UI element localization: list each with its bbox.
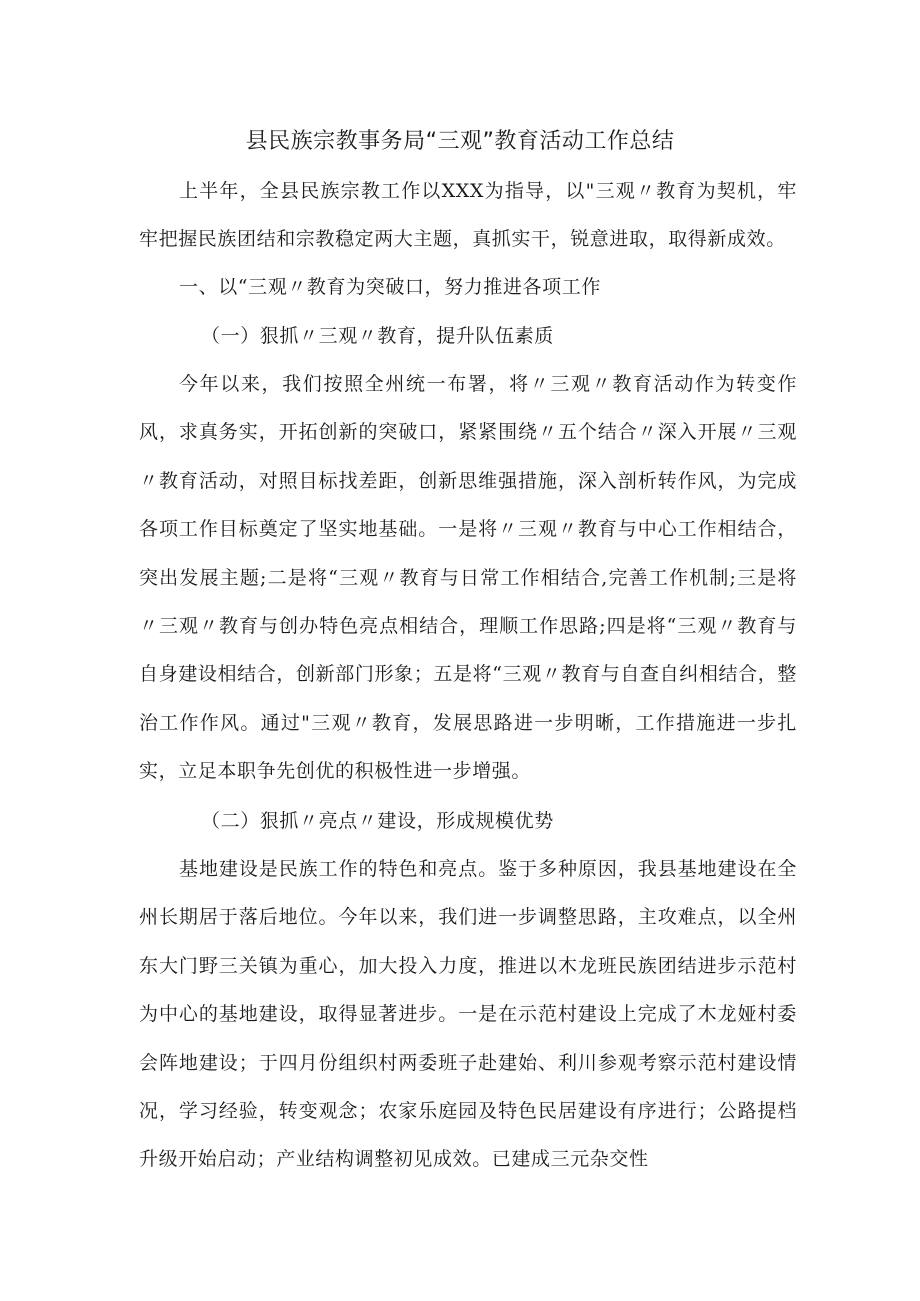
subsection-2-body: 基地建设是民族工作的特色和亮点。鉴于多种原因，我县基地建设在全州长期居于落后地位。今年以来，我们进一步调整思路，主攻难点，以全州东大门野三关镇为重心，加大投入力度，推进以木龙班民族团结进步示范村为中心的基地建设，取得显著进步。一是在示范村建设上完成了木龙娅村委会阵地建设；于四月份组织村两委班子赴建始、利川参观考察示范村建设情况，学习经验，转变观念；农家乐庭园及特色民居建设有序进行；公路提档升级开始启动；产业结构调整初见成效。已建成三元杂交性 [139, 858, 797, 1171]
subsection-heading-1: （一）狠抓〃三观〃教育，提升队伍素质 [201, 325, 554, 347]
section-heading-1: 一、以“三观〃教育为突破口，努力推进各项工作 [179, 276, 601, 298]
document-title: 县民族宗教事务局“三观”教育活动工作总结 [245, 129, 675, 154]
subsection-1-body: 今年以来，我们按照全州统一布署，将〃三观〃教育活动作为转变作风，求真务实，开拓创新的突破口，紧紧围绕〃五个结合〃深入开展〃三观〃教育活动，对照目标找差距，创新思维强措施，深入剖析转作风，为完成各项工作目标奠定了坚实地基础。一是将〃三观〃教育与中心工作相结合，突出发展主题;二是将“三观〃教育与日常工作相结合,完善工作机制;三是将〃三观〃教育与创办特色亮点相结合，理顺工作思路;四是将“三观〃教育与自身建设相结合，创新部门形象；五是将“三观〃教育与自查自纠相结合，整治工作作风。通过"三观〃教育，发展思路进一步明晰，工作措施进一步扎实，立足本职争先创优的积极性进一步增强。 [139, 373, 797, 783]
intro-paragraph: 上半年，全县民族宗教工作以XXX为指导，以"三观〃教育为契机，牢牢把握民族团结和宗教稳定两大主题，真抓实干，锐意进取，取得新成效。 [139, 180, 797, 251]
subsection-heading-2: （二）狠抓〃亮点〃建设，形成规模优势 [201, 810, 554, 832]
